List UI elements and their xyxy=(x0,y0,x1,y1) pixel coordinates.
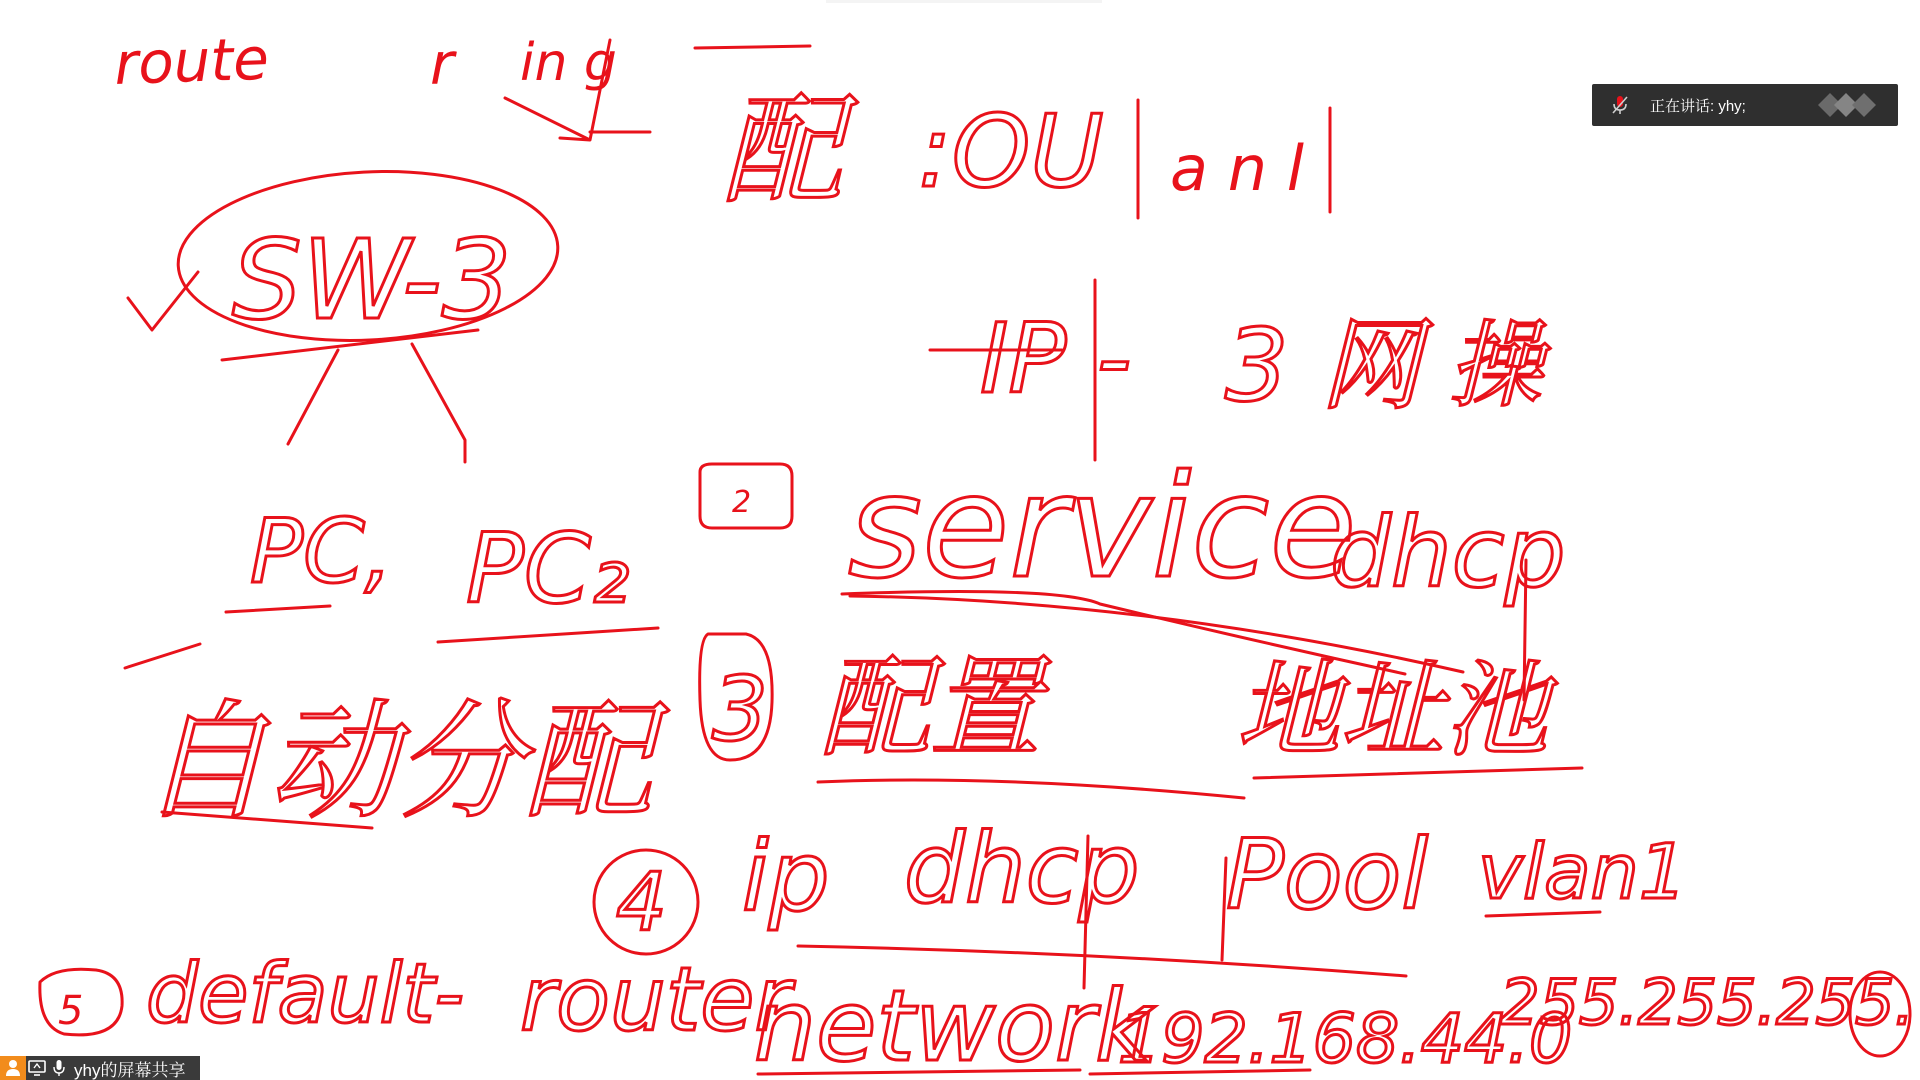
note-default: default- xyxy=(146,947,465,1042)
circle-2-digit: 2 xyxy=(732,485,752,520)
user-icon xyxy=(0,1056,26,1080)
note-ing: in g xyxy=(520,33,617,93)
note-sw3: SW-3 xyxy=(232,216,512,344)
link-right xyxy=(412,344,465,462)
bar-above-pei xyxy=(695,46,810,48)
note-ou: :OU xyxy=(918,93,1104,210)
step3-underline xyxy=(818,780,1244,798)
pool-tail xyxy=(1222,858,1226,960)
pc2-underline xyxy=(438,628,658,642)
screen-share-icon xyxy=(26,1056,48,1080)
note-ip: IP - xyxy=(980,303,1132,415)
note-ip-addr: 192.168.44.0 xyxy=(1118,1000,1573,1079)
circle-3-digit: 3 xyxy=(712,658,768,761)
note-ip-dhcp: ip xyxy=(742,821,830,933)
screen-share-tag[interactable] xyxy=(0,1056,200,1080)
note-pool: Pool xyxy=(1226,819,1429,931)
speaker-label: 正在讲话: yhy; xyxy=(1650,97,1746,115)
note-service: service xyxy=(848,445,1357,610)
note-dizhichi: 地址池 xyxy=(1236,649,1549,771)
note-r: r xyxy=(430,30,454,98)
note-dhcp2: dhcp xyxy=(904,813,1140,925)
pc1-underline xyxy=(226,606,330,612)
pc1-label: PC, xyxy=(250,500,393,603)
circle-5-digit: 5 xyxy=(58,988,84,1034)
note-lan: a n l xyxy=(1170,132,1304,205)
share-label: yhy的屏幕共享 xyxy=(74,1060,186,1080)
link-left xyxy=(288,350,338,444)
mic-icon xyxy=(48,1056,70,1080)
note-dhcp: dhcp xyxy=(1330,497,1566,609)
note-vlan1: vlan1 xyxy=(1478,827,1688,916)
note-router: router xyxy=(520,948,791,1051)
note-method: 自动分配 xyxy=(140,688,653,837)
note-pei: 配 xyxy=(722,82,842,221)
note-peizhi: 配置 xyxy=(820,644,1040,772)
note-route: route xyxy=(113,24,270,98)
check-mark xyxy=(128,272,198,330)
circle-4-digit: 4 xyxy=(616,856,667,949)
note-3-wang: 3 网 xyxy=(1225,307,1421,424)
note-network: network xyxy=(754,970,1152,1080)
pc2-label: PC₂ xyxy=(466,513,630,625)
note-cao: 操 xyxy=(1448,312,1543,421)
participant-thumbnails-icon[interactable] xyxy=(1814,91,1884,119)
active-speaker-overlay[interactable] xyxy=(1592,84,1898,126)
note-mask: 255.255.255. xyxy=(1500,966,1915,1039)
method-topbar xyxy=(125,644,200,668)
muted-mic-icon[interactable] xyxy=(1606,91,1634,119)
